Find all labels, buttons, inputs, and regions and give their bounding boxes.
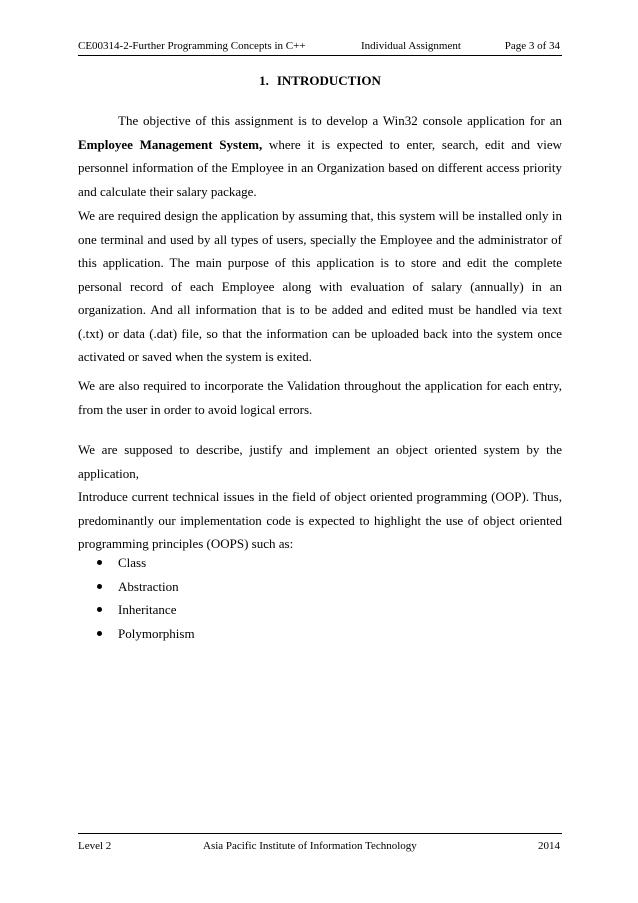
- footer-divider: [78, 833, 562, 834]
- footer-institute: Asia Pacific Institute of Information Technology: [203, 840, 417, 852]
- section-number: 1.: [259, 73, 269, 88]
- bullet-icon: [97, 631, 102, 636]
- footer-year: 2014: [538, 840, 560, 852]
- header-divider: [78, 55, 562, 56]
- page-header: [78, 38, 562, 54]
- header-assignment-type: Individual Assignment: [361, 40, 461, 52]
- list-item-label: Inheritance: [118, 602, 177, 617]
- header-course-title: CE00314-2-Further Programming Concepts in C++: [78, 40, 306, 52]
- paragraph-objective-text-start: The objective of this assignment is to develop a Win32 console application for an: [118, 113, 562, 128]
- bullet-icon: [97, 607, 102, 612]
- list-item: [78, 598, 562, 622]
- list-item-label: Polymorphism: [118, 625, 195, 641]
- list-item-label: Abstraction: [118, 578, 179, 594]
- footer-level: Level 2: [78, 840, 112, 852]
- section-title: INTRODUCTION: [276, 73, 381, 88]
- section-heading: [78, 72, 562, 90]
- paragraph-validation: We are also required to incorporate the Validation throughout the application for each entry, from the user in order to avoid logical errors.: [78, 378, 562, 417]
- paragraph-objective: [78, 109, 562, 203]
- paragraph-requirements: We are required design the application by assuming that, this system will be installed only in one terminal and used by all types of users, specially the Employee and the administrator of this application. The main purpose of this application is to store and edit the complete personal record of each Employee along with evaluation of salary (annually) in an organization. And all information that is to be added and edited must be handled via text (.txt) or data (.dat) file, so that the information can be uploaded back into the system once activated or saved when the system is exited.: [78, 208, 562, 364]
- bullet-icon: [97, 560, 102, 565]
- oops-principles-list: [78, 551, 562, 645]
- list-item: [78, 551, 562, 575]
- bullet-icon: [97, 584, 102, 589]
- paragraph-objective-text-end: where it is expected to enter, search, edit and view personnel information of the Employee in an Organization based on different access priority and calculate their salary package.: [78, 136, 563, 199]
- paragraph-describe: We are supposed to describe, justify and implement an object oriented system by the application,: [78, 442, 562, 481]
- header-page-number: Page 3 of 34: [504, 40, 560, 52]
- list-item-label: Class: [118, 555, 147, 570]
- list-item: [78, 622, 562, 646]
- page-footer: [78, 838, 562, 854]
- paragraph-oop: Introduce current technical issues in the field of object oriented programming (OOP). Thus, predominantly our implementation code is expected to highlight the use of object oriented programming principles (OOPS) such as:: [78, 489, 562, 551]
- paragraph-objective-bold: Employee Management System,: [78, 136, 263, 152]
- list-item: [78, 575, 562, 599]
